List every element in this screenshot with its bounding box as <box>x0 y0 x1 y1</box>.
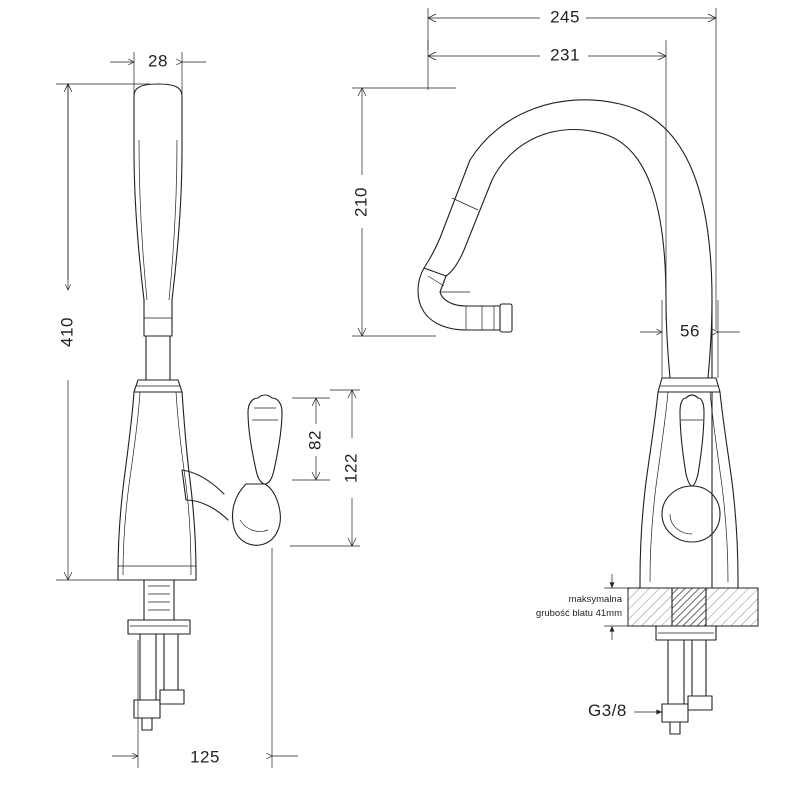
front-view <box>351 7 758 734</box>
dim-body-height: 122 <box>341 453 361 483</box>
dim-handle-height: 82 <box>305 430 325 450</box>
dim-arc-height: 210 <box>351 187 371 217</box>
dim-base-width: 125 <box>190 747 220 767</box>
side-view <box>56 51 360 768</box>
dim-total-height: 410 <box>57 317 77 347</box>
dim-overall-reach: 245 <box>550 7 580 27</box>
dim-base-diameter: 56 <box>680 321 700 341</box>
dim-spout-width-top: 28 <box>148 51 168 71</box>
worktop-section <box>628 588 758 626</box>
worktop-note-line2: grubość blatu 41mm <box>535 608 622 619</box>
thread-spec-label: G3/8 <box>588 701 627 720</box>
worktop-note-line1: maksymalna <box>568 594 622 605</box>
dim-spout-reach: 231 <box>550 45 580 65</box>
